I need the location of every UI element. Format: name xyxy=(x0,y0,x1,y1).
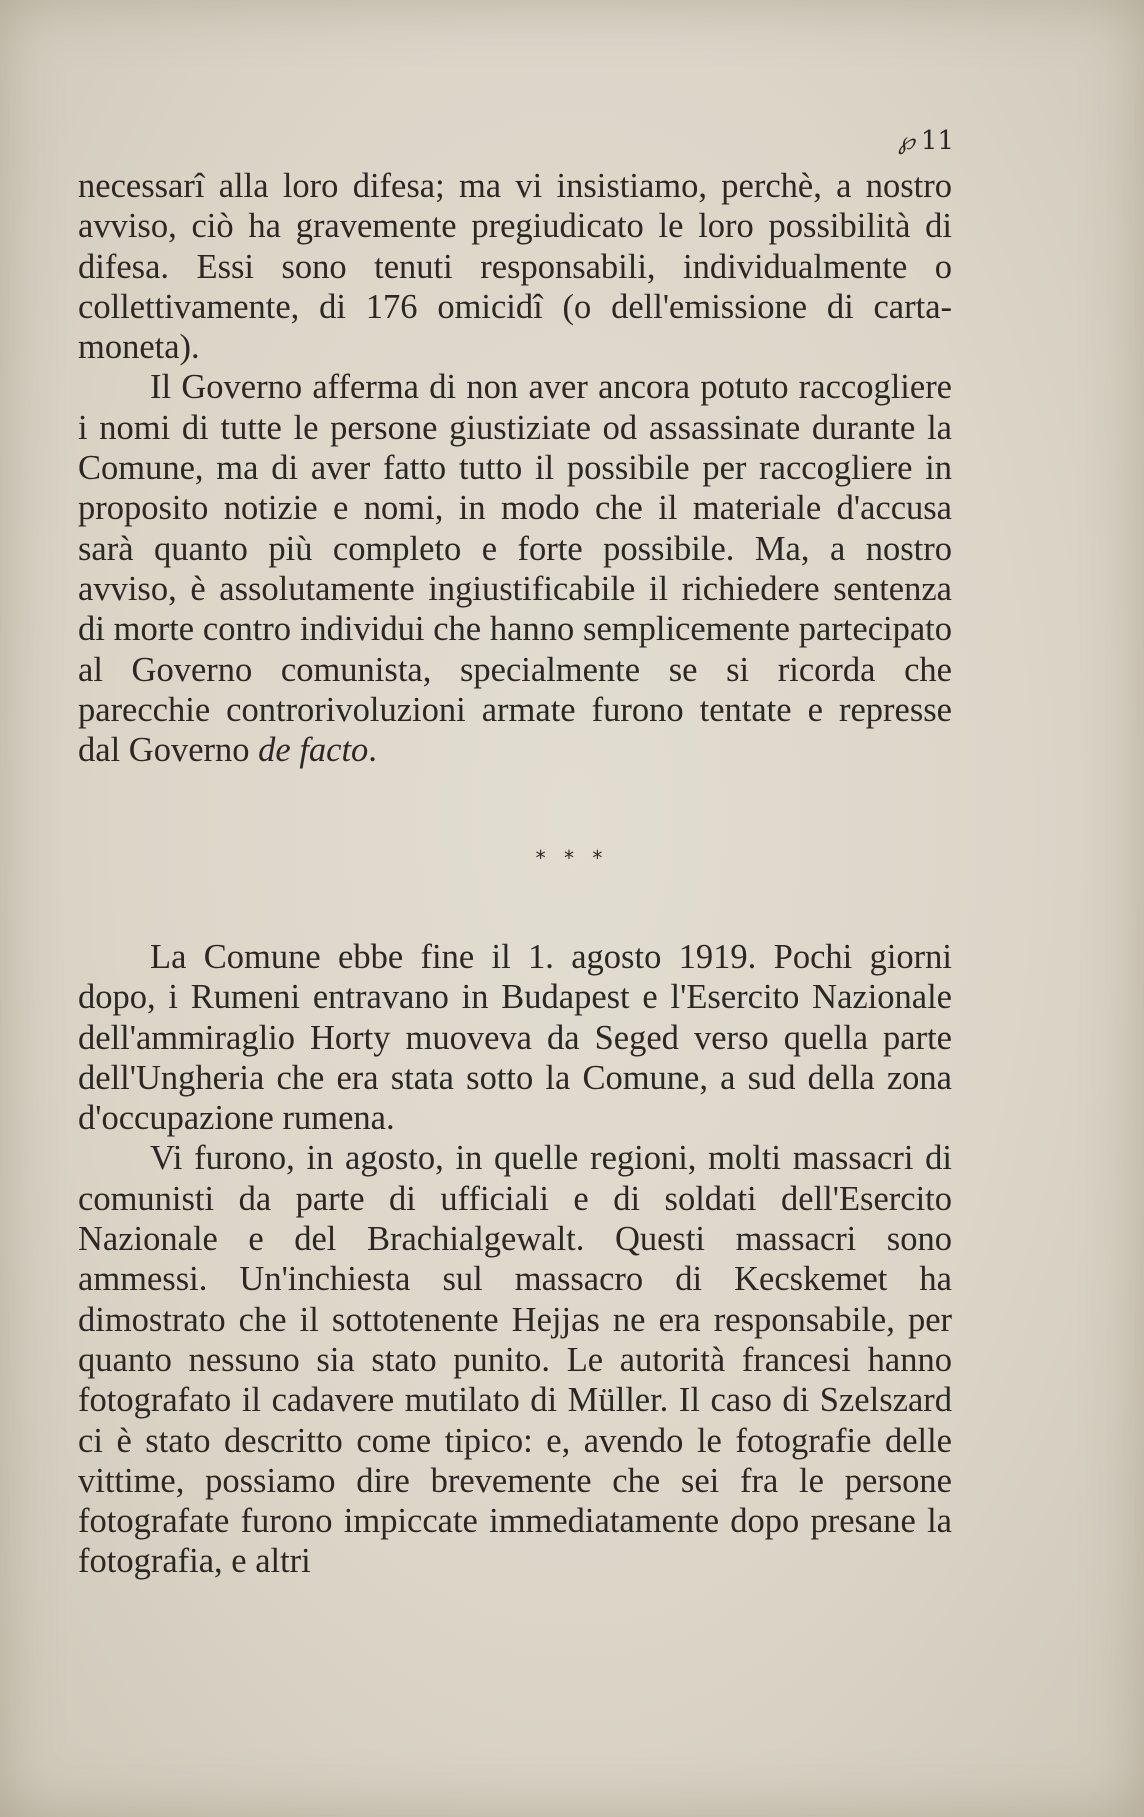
paragraph-governo xyxy=(78,367,952,770)
paragraph-massacri: Vi furono, in agosto, in quelle regioni, molti massacri di comunisti da parte di ufficiali e di soldati dell'Esercito Nazionale e del Brachialgewalt. Questi massacri sono ammessi. Un'inchiesta sul massacro di Kecskemet ha dimostrato che il sottotenente Hejjas ne era responsabile, per quanto nessuno sia stato punito. Le autorità francesi hanno fotografato il cadavere mutilato di Müller. Il caso di Szelszard ci è stato descritto come tipico: e, avendo le fotografie delle vittime, possiamo dire brevemente che sei fra le persone fotografate furono impiccate immediatamente dopo presane la fotografia, e altri xyxy=(78,1139,952,1581)
italic-de-facto: de facto xyxy=(258,731,369,770)
section-one xyxy=(78,166,952,770)
paragraph-governo-text: Il Governo afferma di non aver ancora potuto raccogliere i nomi di tutte le persone giustiziate od assassinate durante la Comune, ma di aver fatto tutto il possibile per raccogliere in proposito notizie e nomi, in modo che il materiale d'accusa sarà quanto più completo e forte possibile. Ma, a nostro avviso, è assolutamente ingiustificabile il richiedere sentenza di morte contro individui che hanno semplicemente partecipato al Governo comunista, specialmente se si ricorda che parecchie controrivoluzioni armate furono tentate e represse dal Governo xyxy=(78,368,952,770)
page-header xyxy=(898,126,954,156)
section-two xyxy=(78,937,952,1582)
ornament-icon: ℘ xyxy=(898,127,913,155)
paragraph-comune-fine: La Comune ebbe fine il 1. agosto 1919. Pochi giorni dopo, i Rumeni entravano in Budapest e l'Esercito Nazionale dell'ammiraglio Horty muoveva da Seged verso quella parte dell'Ungheria che era stata sotto la Comune, a sud della zona d'occupazione rumena. xyxy=(78,938,952,1138)
section-separator: * * * xyxy=(535,846,609,870)
paragraph-continued: necessarî alla loro difesa; ma vi insistiamo, perchè, a nostro avviso, ciò ha gravemente pregiudicato le loro possibilità di difesa. Essi sono tenuti responsabili, individualmente o collettivamente, di 176 omicidî (o dell'emissione di carta-moneta). xyxy=(78,167,952,367)
page-number: 11 xyxy=(920,126,954,156)
paragraph-governo-end: . xyxy=(368,731,377,770)
